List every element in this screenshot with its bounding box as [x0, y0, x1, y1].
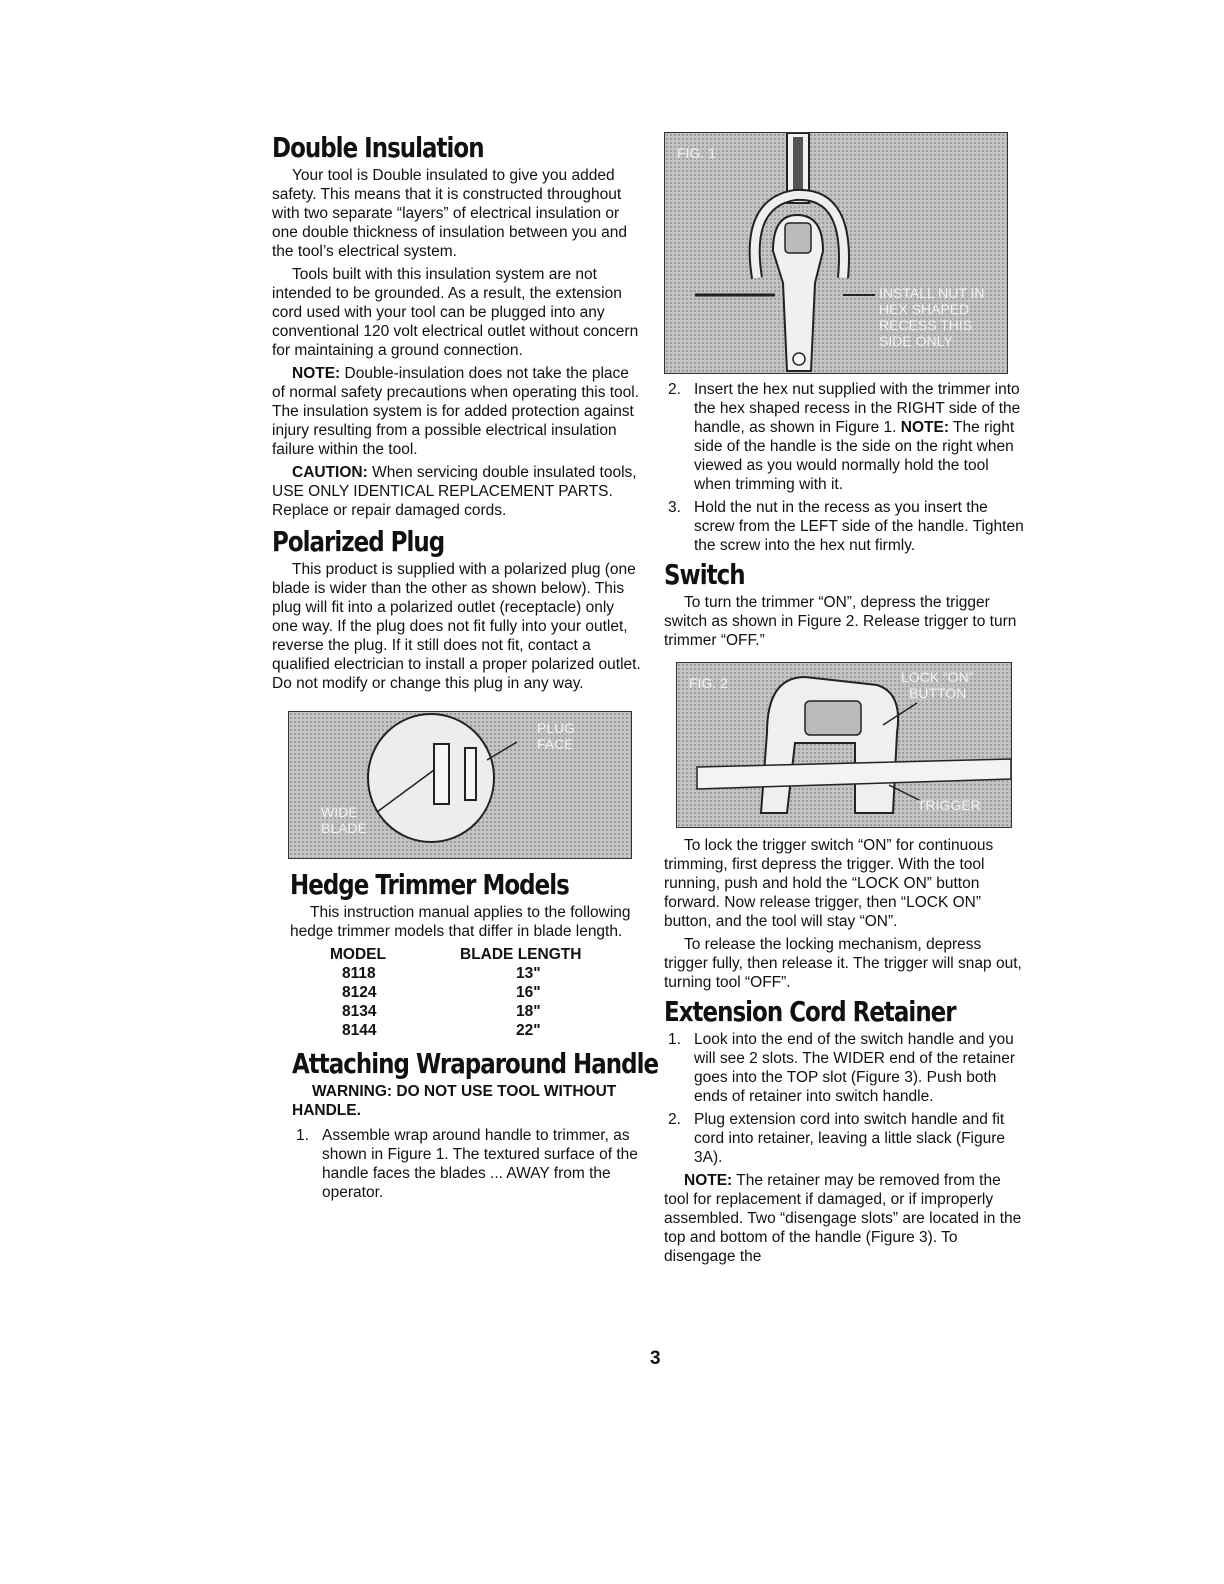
- hedge-trimmer-models-section: [272, 869, 644, 1040]
- list-item: [664, 1110, 1028, 1167]
- figure-1-label: FIG. 1: [677, 145, 716, 161]
- step-text: The right side of the handle is the side on the right when viewed as you would normally hold the tool when trimming with it.: [694, 419, 1015, 493]
- length-cell: 16": [516, 984, 541, 1001]
- step-text: Hold the nut in the recess as you insert the screw from the LEFT side of the handle. Tighten the screw into the hex nut firmly.: [694, 499, 1024, 554]
- models-table-header: [330, 945, 581, 964]
- wraparound-steps-continued: [664, 380, 1028, 555]
- page-number: 3: [650, 1348, 661, 1369]
- double-insulation-heading: Double Insulation: [272, 131, 484, 164]
- step-text: Assemble wrap around handle to trimmer, as shown in Figure 1. The textured surface of the handle faces the blades ... AWAY from the operator.: [322, 1127, 638, 1201]
- wraparound-handle-heading: Attaching Wraparound Handle: [292, 1047, 659, 1080]
- wraparound-handle-section: [272, 1047, 659, 1202]
- lock-on-button-label: LOCK “ON” BUTTON: [901, 669, 974, 701]
- double-insulation-paragraph-1: Your tool is Double insulated to give you added safety. This means that it is constructed throughout with two separate “layers” of electrical insulation or one double thickness of insulation between you and the tool’s electrical system.: [272, 167, 628, 260]
- blade-length-column-header: BLADE LENGTH: [460, 946, 582, 963]
- step-text: Plug extension cord into switch handle and fit cord into retainer, leaving a little slack (Figure 3A).: [694, 1111, 1006, 1166]
- model-column-header: MODEL: [330, 946, 386, 963]
- step-number: 1.: [296, 1127, 309, 1144]
- length-cell: 22": [516, 1022, 541, 1039]
- figure-2: [676, 662, 1012, 828]
- cord-retainer-note: [664, 1171, 1028, 1266]
- plug-face-illustration: [289, 712, 631, 858]
- models-table: [330, 945, 581, 1040]
- step-number: 1.: [668, 1031, 681, 1048]
- table-row: [330, 983, 581, 1002]
- cord-retainer-heading: Extension Cord Retainer: [664, 995, 956, 1028]
- hedge-trimmer-models-intro: This instruction manual applies to the following hedge trimmer models that differ in blade length.: [290, 904, 631, 940]
- hedge-trimmer-models-heading: Hedge Trimmer Models: [290, 868, 569, 901]
- polarized-plug-section: [272, 526, 644, 859]
- polarized-plug-paragraph: This product is supplied with a polarized plug (one blade is wider than the other as shown below). This plug will fit into a polarized outlet (receptacle) only one way. If the plug does not fit fully into your outlet, reverse the plug. If it still does not fit, contact a qualified electrician to install a proper polarized outlet. Do not modify or change this plug in any way.: [272, 561, 641, 692]
- install-nut-callout: INSTALL NUT IN HEX SHAPED RECESS THIS SIDE ONLY: [879, 285, 985, 349]
- double-insulation-section: [272, 132, 644, 520]
- right-column: [664, 132, 1028, 1270]
- step-number: 2.: [668, 381, 681, 398]
- left-column: [272, 131, 659, 1206]
- polarized-plug-heading: Polarized Plug: [272, 525, 445, 558]
- switch-paragraph-1: To turn the trimmer “ON”, depress the trigger switch as shown in Figure 2. Release trigger to turn trimmer “OFF.”: [664, 594, 1017, 649]
- switch-heading: Switch: [664, 558, 745, 591]
- note-label: NOTE:: [684, 1172, 733, 1189]
- switch-section: [664, 559, 1028, 992]
- double-insulation-note: [272, 364, 644, 459]
- table-row: [330, 964, 581, 983]
- model-cell: 8118: [342, 965, 376, 982]
- model-cell: 8124: [342, 984, 377, 1001]
- double-insulation-caution: [272, 463, 644, 520]
- model-cell: 8134: [342, 1003, 377, 1020]
- note-label: NOTE:: [292, 365, 341, 382]
- model-cell: 8144: [342, 1022, 377, 1039]
- step-text: Look into the end of the switch handle and you will see 2 slots. The WIDER end of the retainer goes into the TOP slot (Figure 3). Push both ends of retainer into switch handle.: [694, 1031, 1016, 1105]
- switch-paragraph-2: To lock the trigger switch “ON” for continuous trimming, first depress the trigger. With the tool running, push and hold the “LOCK ON” button forward. Now release trigger, then “LOCK ON” button, and the tool will stay “ON”.: [664, 837, 994, 930]
- plug-face-figure: [288, 711, 632, 859]
- switch-paragraph-3: To release the locking mechanism, depress trigger fully, then release it. The trigger will snap out, turning tool “OFF”.: [664, 936, 1022, 991]
- length-cell: 13": [516, 965, 541, 982]
- list-item: [664, 498, 1028, 555]
- trigger-label: TRIGGER: [917, 797, 981, 813]
- list-item: [664, 1030, 1028, 1106]
- cord-retainer-steps-list: [664, 1030, 1028, 1167]
- wraparound-warning: WARNING: DO NOT USE TOOL WITHOUT HANDLE.: [292, 1083, 617, 1119]
- wraparound-steps-list: [292, 1126, 644, 1202]
- step-note-label: NOTE:: [900, 419, 950, 436]
- step-number: 3.: [668, 499, 681, 516]
- note-text: Double-insulation does not take the place of normal safety precautions when operating this tool. The insulation system is for added protection against injury resulting from a possible electrical insulation failure within the tool.: [272, 365, 640, 458]
- table-row: [330, 1021, 581, 1040]
- figure-1: [664, 132, 1008, 374]
- length-cell: 18": [516, 1003, 541, 1020]
- caution-label: CAUTION:: [292, 464, 368, 481]
- table-row: [330, 1002, 581, 1021]
- figure-2-label: FIG. 2: [689, 675, 728, 691]
- plug-face-label: PLUG FACE: [537, 720, 576, 752]
- note-text: The retainer may be removed from the tool for replacement if damaged, or if improperly assembled. Two “disengage slots” are located in the top and bottom of the handle (Figure 3). To disengage the: [664, 1172, 1022, 1265]
- step-text: Insert the hex nut supplied with the trimmer into the hex shaped recess in the RIGHT side of the handle, as shown in Figure 1.: [694, 381, 1021, 436]
- double-insulation-paragraph-2: Tools built with this insulation system are not intended to be grounded. As a result, the extension cord used with your tool can be plugged into any conventional 120 volt electrical outlet without concern for maintaining a ground connection.: [272, 266, 639, 359]
- wide-blade-label: WIDE BLADE: [321, 804, 367, 836]
- list-item: [664, 380, 1028, 494]
- list-item: [292, 1126, 644, 1202]
- step-number: 2.: [668, 1111, 681, 1128]
- caution-text: When servicing double insulated tools, USE ONLY IDENTICAL REPLACEMENT PARTS. Replace or repair damaged cords.: [272, 464, 637, 519]
- cord-retainer-section: [664, 996, 1028, 1266]
